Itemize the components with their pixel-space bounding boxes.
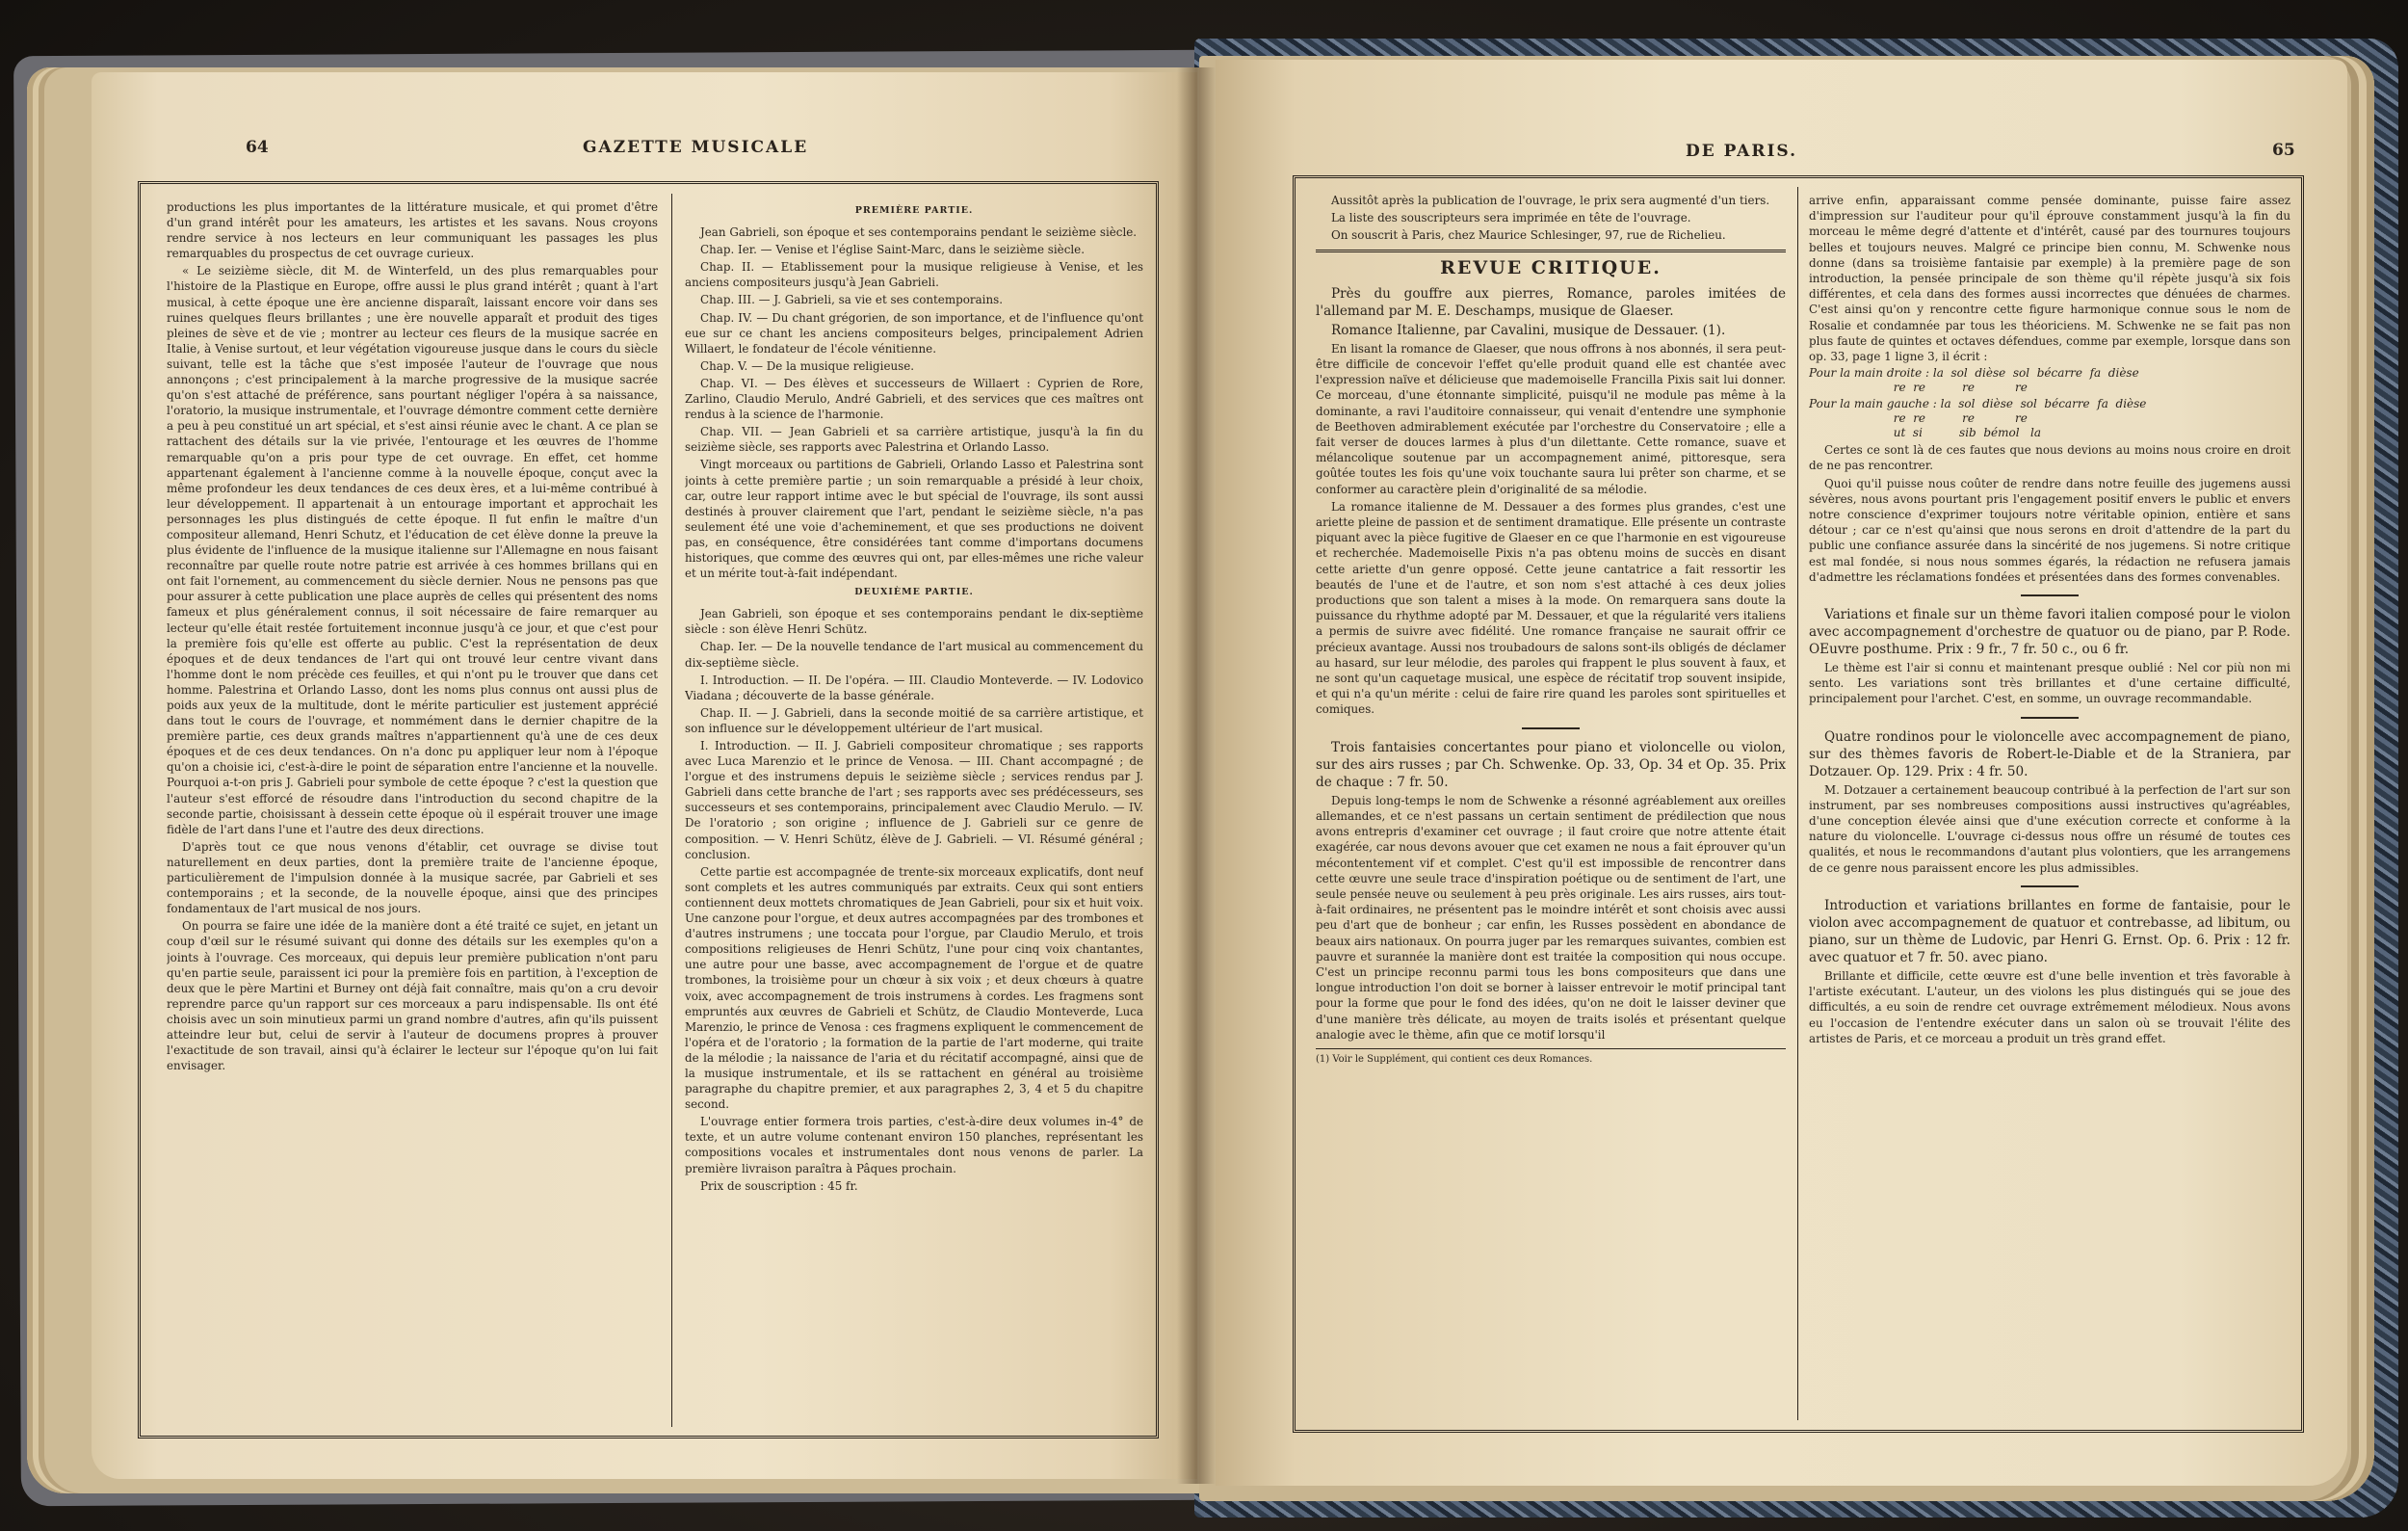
paragraph: « Le seizième siècle, dit M. de Winterfeld, un des plus remarquables pour l'histoire de la Plastique en Europe, offre aussi le plus grand intérêt ; quant à l'art musical, à cette époque une ère ancienne disparaît, laissant encore voir dans ses ruines quelques fleurs brillantes ; une ère nouvelle apparaît et produit des tiges pleines de sève et de vie ; montrer au lecteur ces fleurs de la musique sacrée en Italie, à Venise surtout, et leur végétation vigoureuse jusque dans le cours du siècle suivant, telle est la tâche que s'est imposée l'auteur de l'ouvrage que nous annonçons ; c'est principalement à la marche progressive de la musique sacrée qu'on s'est attaché de préférence, sans pourtant négliger l'opéra à sa naissance, l'oratorio, la musique instrumentale, et l'ouvrage démontre comment cette dernière a peu à peu constitué un art spécial, et s'est ainsi réunie avec le chant. A ce plan se rattachent des détails sur la vie privée, l'entourage et les œuvres de l'homme remarquable qu'on a pris pour type de cet ouvrage. En effet, cet homme appartenant également à l'ancienne comme à la nouvelle époque, conçut avec la même profondeur les deux tendances de ces deux ères, et a lui-même contribué à leur développement. Il appartenait à un entourage important et approchait les personnages les plus distingués de cette époque. Il fut enfin le maître d'un compositeur allemand, Henri Schutz, et l'éducation de cet élève donne la preuve la plus évidente de l'influence de la musique italienne sur l'Allemagne en nous faisant reconnaître par quelle route notre patrie est arrivée à ces hommes brillans qui en ont fait l'ornement, au commencement du siècle dernier. Nous ne pensons pas que pour assurer à cette publication une place auprès de celles qui présentent des noms fameux et plus généralement connus, il soit nécessaire de faire remarquer au lecteur qu'elle était restée fortuitement inconnue jusqu'à ce jour, et que c'est pour la première fois qu'elle est offerte au public. C'est la représentation de deux époques et de deux tendances de l'art qui ont trouvé leur centre vivant dans l'homme dont le nom précède ces feuilles, et qui n'ont pu le trouver que dans cet homme. Palestrina et Orlando Lasso, dont les noms plus connus ont aussi plus de poids aux yeux de la multitude, dont le mérite particulier est justement apprécié dans tout le cours de l'ouvrage, et nommément dans le dernier chapitre de la première partie, ces deux grands maîtres n'appartiennent qu'à une de ces deux époques et de ces deux tendances. On n'a donc pu appliquer leur nom à l'époque qu'on a choisie ici, c'est-à-dire le point de séparation entre l'ancienne et la nouvelle. Pourquoi a-t-on pris J. Gabrieli pour symbole de cette époque ? c'est la question que l'auteur s'est efforcé de résoudre dans l'introduction du second chapitre de la seconde partie, choisissant à dessein cette époque où il espérait trouver une image fidèle de l'art dans l'une et l'autre des deux directions. [167,264,658,836]
chapter-entry: Chap. Ier. — Venise et l'église Saint-Marc, dans le seizième siècle. [700,243,1085,257]
paragraph: D'après tout ce que nous venons d'établir, cet ouvrage se divise tout naturellement en deux parties, dont la première traite de l'ancienne époque, particulièrement de l'impulsion donnée à la musique sacrée, par Gabrieli et ses contemporains ; et la seconde, de la nouvelle époque, ainsi que des principes fondamentaux de l'art musical de nos jours. [167,839,658,916]
paragraph: Certes ce sont là de ces fautes que nous devions au moins nous croire en droit de ne pas rencontrer. [1809,443,2290,473]
review-heading: Introduction et variations brillantes en forme de fantaisie, pour le violon avec accompagnement de quatuor et contrebasse, ad libitum, ou piano, sur un thème de Ludovic, par Henri G. Ernst. Op. 6. Prix : 12 fr. avec quatuor et 7 fr. 50. avec piano. [1809,897,2290,965]
section-title: REVUE CRITIQUE. [1440,256,1662,278]
chapter-entry: Chap. II. — J. Gabrieli, dans la seconde moitié de sa carrière artistique, et son influence sur le développement ultérieur de l'art musical. [685,705,1143,735]
chapter-entry: Chap. VII. — Jean Gabrieli et sa carrière artistique, jusqu'à la fin du seizième siècle, ses rapports avec Palestrina et Orlando Lasso. [685,425,1143,455]
left-column-1 [167,199,658,1423]
column-separator-right [1797,187,1798,1420]
footnote: (1) Voir le Supplément, qui contient ces deux Romances. [1316,1053,1593,1065]
chapter-entry: Chap. III. — J. Gabrieli, sa vie et ses contemporains. [700,293,1004,307]
book-gutter [1177,67,1216,1484]
divider [2021,885,2079,887]
chapter-entry: Chap. V. — De la musique religieuse. [700,358,915,373]
right-column-1 [1316,193,1786,1421]
section-rule [1316,250,1786,252]
divider [2021,717,2079,719]
page-number-right: 65 [2272,141,2295,160]
divider [1522,727,1580,729]
chapter-entry: Chap. IV. — Du chant grégorien, de son importance, et de l'influence qu'ont eue sur ce chant les anciens compositeurs belges, principalement Adrien Willaert, le fondateur de l'école vénitienne. [685,310,1143,356]
paragraph: L'ouvrage entier formera trois parties, c'est-à-dire deux volumes in-4° de texte, et un autre volume contenant environ 150 planches, représentant les compositions vocales et instrumentales dont nous venons de parler. La première livraison paraîtra à Pâques prochain. [685,1115,1143,1175]
paragraph: Jean Gabrieli, son époque et ses contemporains pendant le dix-septième siècle : son élève Henri Schütz. [685,607,1143,637]
paragraph: La romance italienne de M. Dessauer a des formes plus grandes, c'est une ariette pleine de passion et de sentiment dramatique. Elle présente un contraste piquant avec la pièce fugitive de Glaeser en ce que l'harmonie en est vigoureuse et recherchée. Mademoiselle Pixis n'a pas obtenu moins de succès en disant cette ariette d'un genre opposé. Cette jeune cantatrice a fait ressortir les beautés de l'une et de l'autre, et son nom s'est attaché à ces deux jolies productions que son talent a mises à la mode. On remarquera sans doute la puissance du rhythme adopté par M. Dessauer, et que la régularité vers italiens a permis de suivre avec fidélité. Une romance française ne saurait offrir ce précieux avantage. Aussi nos troubadours de salons sont-ils obligés de déclamer au hasard, sur leur mélodie, des paroles qui frappent le plus souvent à faux, et ne sont qu'un caquetage musical, une espèce de récitatif trop souvent insipide, et qui n'a qu'un mérite : celui de faire rire quand les paroles sont spirituelles et comiques. [1316,499,1786,717]
page-number-left: 64 [246,138,269,157]
paragraph: Cette partie est accompagnée de trente-six morceaux explicatifs, dont neuf sont complets et les autres communiqués par extraits. Ceux qui sont entiers contiennent deux mottets chromatiques de Jean Gabrieli, pour six et huit voix. Une canzone pour l'orgue, et deux autres accompagnées par des trombones et d'autres instrumens ; une toccata pour l'orgue, par Claudio Merulo, et trois compositions religieuses de Henri Schütz, l'une pour cinq voix chantantes, une autre pour une basse, avec accompagnement de l'orgue et de quatre trombones, la troisième pour un chœur à six voix ; et deux chœurs à quatre voix, avec accompagnement de trois instrumens à cordes. Les fragmens sont empruntés aux œuvres de Gabrieli et Schütz, de Claudio Monteverde, Luca Marenzio, le prince de Venosa : ces fragmens expliquent le commencement de l'opéra et de l'oratorio ; la formation de la partie de l'art moderne, qui traite de la mélodie ; la naissance de l'aria et du récitatif accompagné, ainsi que de la musique instrumentale, et ils se rattachent en général au troisième paragraphe du chapitre premier, et aux paragraphes 2, 3, 4 et 5 du chapitre second. [685,864,1143,1112]
left-page [92,72,1197,1479]
paragraph: Le thème est l'air si connu et maintenant presque oublié : Nel cor più non mi sento. Les variations sont très brillantes et d'une certaine difficulté, principalement pour l'archet. C'est, en somme, un ouvrage recommandable. [1809,661,2290,706]
running-header-left: GAZETTE MUSICALE [583,138,809,157]
right-column-2 [1809,193,2290,1421]
column-separator-left [671,194,672,1427]
review-heading: Près du gouffre aux pierres, Romance, paroles imitées de l'allemand par M. E. Deschamps, musique de Glaeser. [1316,285,1786,319]
review-heading: Romance Italienne, par Cavalini, musique de Dessauer. (1). [1331,322,1726,338]
paragraph: Brillante et difficile, cette œuvre est d'une belle invention et très favorable à l'artiste exécutant. L'auteur, un des violons les plus distingués qui se joue des difficultés, a eu soin de rendre cet ouvrage extrêmement mélodieux. Nous avons eu l'occasion de l'entendre exécuter dans un salon où se trouvait l'élite des artistes de Paris, et ce morceau a produit un très grand effet. [1809,968,2290,1045]
paragraph: Prix de souscription : 45 fr. [700,1178,858,1193]
paragraph: La liste des souscripteurs sera imprimée en tête de l'ouvrage. [1331,211,1691,225]
paragraph: Jean Gabrieli, son époque et ses contemporains pendant le seizième siècle. [700,225,1138,240]
review-heading: Quatre rondinos pour le violoncelle avec accompagnement de piano, sur des thèmes favoris de Robert-le-Diable et de la Straniera, par Dotzauer. Op. 129. Prix : 4 fr. 50. [1809,728,2290,779]
paragraph: Vingt morceaux ou partitions de Gabrieli, Orlando Lasso et Palestrina sont joints à cette première partie ; un soin remarquable a présidé à leur choix, car, outre leur rapport intime avec le but spécial de l'ouvrage, ils sont aussi destinés à prouver clairement que l'art, pendant le seizième siècle, n'a pas seulement été une voie d'acheminement, et que ses productions ne doivent pas, en conséquence, être considérées tant comme d'importans documens historiques, que comme des œuvres qui ont, par elles-mêmes une riche valeur et un mérite tout-à-fait indépendant. [685,458,1143,581]
review-heading: Variations et finale sur un thème favori italien composé pour le violon avec accompagnement d'orchestre de quatuor ou de piano, par P. Rode. OEuvre posthume. Prix : 9 fr., 7 fr. 50 c., ou 6 fr. [1809,607,2290,658]
chapter-entry: Chap. VI. — Des élèves et successeurs de Willaert : Cyprien de Rore, Zarlino, Claudio Merulo, André Gabrieli, et des services que ces maîtres ont rendus à la science de l'harmonie. [685,376,1143,422]
chapter-entry: Chap. Ier. — De la nouvelle tendance de l'art musical au commencement du dix-septième siècle. [685,640,1143,670]
paragraph: Quoi qu'il puisse nous coûter de rendre dans notre feuille des jugemens aussi sévères, nous avons pourtant pris l'engagement positif envers le public et envers notre conscience d'exprimer toujours notre véritable opinion, entière et sans détour ; car ce n'est qu'ainsi que nous serons en droit d'attendre de la part du public une confiance assurée dans la sincérité de nos jugemens. Si notre critique est mal fondée, si nous nous sommes égarés, la rédaction ne refusera jamais d'admettre les réclamations fondées et présentées dans des formes convenables. [1809,476,2290,584]
divider [2021,594,2079,596]
paragraph: arrive enfin, apparaissant comme pensée dominante, puisse faire assez d'impression sur l'auditeur pour qu'il éprouve constamment jusqu'à la fin du morceau le même degré d'attente et d'intérêt, causé par des tournures toujours belles et toujours neuves. Malgré ce principe bien connu, M. Schwenke nous donne (dans sa troisième fantaisie par exemple) à la première page de son introduction, la pensée principale de son thème qu'il répète jusqu'à six fois différentes, et cela dans des formes aussi incorrectes que dénuées de charmes. C'est ainsi qu'on y rencontre cette figure harmonique connue sous le nom de Rosalie et condamnée par tous les théoriciens. M. Schwenke ne se fait pas non plus faute de quintes et octaves défendues, comme par exemple, lorsque dans son op. 33, page 1 ligne 3, il écrit : [1809,194,2290,364]
right-page [1216,60,2347,1486]
paragraph: Aussitôt après la publication de l'ouvrage, le prix sera augmenté d'un tiers. [1331,194,1770,207]
review-heading: Trois fantaisies concertantes pour piano et violoncelle ou violon, sur des airs russes ; par Ch. Schwenke. Op. 33, Op. 34 et Op. 35. Prix de chaque : 7 fr. 50. [1316,739,1786,790]
paragraph: En lisant la romance de Glaeser, que nous offrons à nos abonnés, il sera peut-être difficile de concevoir l'effet qu'elle produit quand elle est chantée avec l'expression naïve et délicieuse que mademoiselle Francilla Pixis sait lui donner. Ce morceau, d'une étonnante simplicité, puisqu'il ne module pas même à la dominante, a ravi l'auditoire connaisseur, qui venait d'entendre une symphonie de Beethoven admirablement exécutée par l'orchestre du Conservatoire ; elle a fait verser de douces larmes à plus d'un dilettante. Cette romance, suave et mélancolique soutenue par un accompagnement animé, pittoresque, sera goûtée toutes les fois qu'une voix touchante saura lui prêter son charme, et se conformer au caractère plein d'originalité de sa mélodie. [1316,341,1786,496]
section-heading: PREMIÈRE PARTIE. [854,205,974,216]
paragraph: M. Dotzauer a certainement beaucoup contribué à la perfection de l'art sur son instrument, par ses nombreuses compositions aussi instructives qu'agréables, d'une conception élevée ainsi que d'une exécution correcte et conforme à la nature du violoncelle. L'ouvrage ci-dessus nous offre un résumé de toutes ces qualités, et nous le recommandons d'autant plus volontiers, que les arrangemens de ce genre nous paraissent encore les plus admissibles. [1809,782,2290,875]
music-example-right-hand: Pour la main droite : la sol dièse sol bécarre fa dièse re re re re [1809,366,2139,395]
chapter-entry: I. Introduction. — II. J. Gabrieli compositeur chromatique ; ses rapports avec Luca Marenzio et le prince de Venosa. — III. Chant accompagné ; de l'orgue et des instrumens depuis le seizième siècle ; services rendus par J. Gabrieli dans cette branche de l'art ; ses rapports avec ses prédécesseurs, ses successeurs et ses contemporains, principalement avec Claudio Merulo. — IV. De l'oratorio ; son origine ; influence de J. Gabrieli sur ce genre de composition. — V. Henri Schütz, élève de J. Gabrieli. — VI. Résumé général ; conclusion. [685,739,1143,861]
running-header-right: DE PARIS. [1686,142,1798,161]
left-column-2 [685,199,1143,1423]
paragraph: Depuis long-temps le nom de Schwenke a résonné agréablement aux oreilles allemandes, et ce n'est passans un certain sentiment de prédilection que nous avons entrepris d'examiner cet ouvrage ; il faut croire que notre attente était exagérée, car nous devons avouer que cet examen ne nous a fait éprouver qu'un mécontentement vif et complet. C'est qu'il est impossible de rencontrer dans cette œuvre une seule trace d'inspiration poétique ou de sentiment de l'art, une seule pensée neuve ou seulement à peu près originale. Les airs russes, airs tout-à-fait ordinaires, ne présentent pas le moindre intérêt et sont choisis avec aussi peu d'art que de bonheur ; car enfin, les Russes possèdent en abondance de beaux airs nationaux. On pourra juger par les remarques suivantes, combien est pauvre et surannée la manière dont est traitée la composition qui nous occupe. C'est un principe reconnu parmi tous les bons compositeurs que dans une longue introduction l'on doit se borner à laisser entrevoir le motif principal tant pour la forme que pour le fond des idées, qu'on ne doit le laisser deviner que d'une manière très délicate, au moyen de traits isolés et présentant quelque analogie avec le thème, afin que ce motif lorsqu'il [1316,793,1786,1042]
footnote-rule [1316,1048,1786,1049]
chapter-entry: I. Introduction. — II. De l'opéra. — III. Claudio Monteverde. — IV. Lodovico Viadana ; découverte de la basse générale. [685,673,1143,702]
section-heading: DEUXIÈME PARTIE. [854,587,974,598]
paragraph: productions les plus importantes de la littérature musicale, et qui promet d'être d'un grand intérêt pour les amateurs, les artistes et les savans. Nous croyons rendre service à nos lecteurs en leur communiquant les passages les plus remarquables du prospectus de cet ouvrage curieux. [167,200,658,261]
paragraph: On souscrit à Paris, chez Maurice Schlesinger, 97, rue de Richelieu. [1331,228,1726,243]
paragraph: On pourra se faire une idée de la manière dont a été traité ce sujet, en jetant un coup d'œil sur le résumé suivant qui donne des détails sur les exemples qu'on a joints à l'ouvrage. Ces morceaux, qui depuis leur première publication n'ont paru qu'en partie seule, paraissent ici pour la première fois en partition, à l'exception de deux que le père Martini et Burney ont déjà fait connaître, mais qu'on a cru devoir reprendre parce qu'un rapport sur ces morceaux a paru indispensable. Ils ont été choisis avec un soin minutieux parmi un grand nombre d'autres, afin qu'ils puissent atteindre leur but, celui de servir à l'auteur de documens propres à prouver l'exactitude de son travail, ainsi qu'à éclairer le lecteur sur l'époque qu'on lui fait envisager. [167,919,658,1073]
music-example-left-hand: Pour la main gauche : la sol dièse sol bécarre fa dièse re re re re ut si sib bémol la [1809,397,2147,440]
chapter-entry: Chap. II. — Etablissement pour la musique religieuse à Venise, et les anciens compositeurs jusqu'à Jean Gabrieli. [685,260,1143,290]
